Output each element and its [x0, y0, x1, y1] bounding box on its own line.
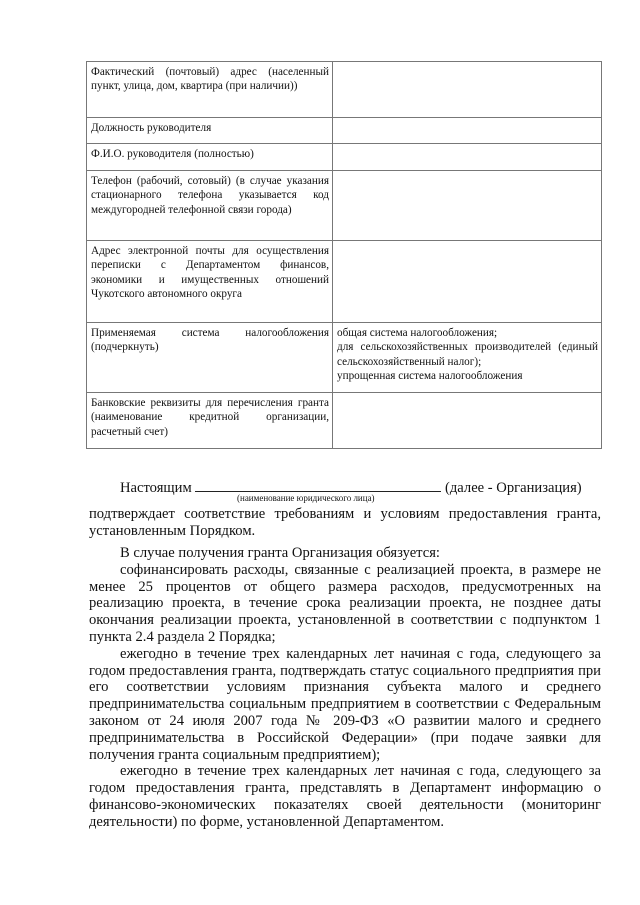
row-value: [333, 144, 602, 171]
obligation-item: ежегодно в течение трех календарных лет начиная с года, следующего за годом предоставления гранта, подтверждать статус социального предприятия при его соответствии условиям признания субъекта малого и среднего предпринимательства социальным предприятием в соответствии с Федеральным законом от 24 июля 2007 года № 209-ФЗ «О развитии малого и среднего предпринимательства в Российской Федерации» (при подаче заявки для получения гранта социальным предприятием);: [89, 645, 601, 763]
row-value: [333, 118, 602, 144]
row-label: Фактический (почтовый) адрес (населенный пункт, улица, дом, квартира (при наличии)): [87, 62, 333, 118]
row-label: Адрес электронной почты для осуществления переписки с Департаментом финансов, экономики и имущественных отношений Чукотского автономного округа: [87, 241, 333, 323]
row-label: Телефон (рабочий, сотовый) (в случае указания стационарного телефона указывается код междугородней телефонной связи города): [87, 171, 333, 241]
applicant-info-table: [86, 61, 602, 449]
row-value: [333, 62, 602, 118]
table-row: [87, 144, 602, 171]
statement-continuation: подтверждает соответствие требованиям и условиям предоставления гранта, установленным Порядком.: [89, 506, 601, 539]
row-label: Применяемая система налогообложения (подчеркнуть): [87, 323, 333, 393]
row-value: [333, 171, 602, 241]
obligations-block: [89, 545, 601, 831]
table-row: [87, 62, 602, 118]
row-label: Банковские реквизиты для перечисления гранта (наименование кредитной организации, расчетный счет): [87, 393, 333, 449]
organization-name-blank[interactable]: [195, 477, 441, 492]
tax-system-options: [333, 323, 602, 393]
table-row: [87, 171, 602, 241]
row-value: [333, 393, 602, 449]
obligation-item: софинансировать расходы, связанные с реализацией проекта, в размере не менее 25 процентов от общего размера расходов, предусмотренных на реализацию проекта, в течение срока реализации проекта, не позднее даты окончания реализации проекта, установленной в соответствии с подпунктом 1 пункта 2.4 раздела 2 Порядка;: [89, 561, 601, 645]
table-row: [87, 393, 602, 449]
obligations-intro: В случае получения гранта Организация обязуется:: [120, 545, 440, 561]
tax-option[interactable]: для сельскохозяйственных производителей (единый сельскохозяйственный налог);: [337, 341, 598, 368]
row-value: [333, 241, 602, 323]
organization-name-caption: (наименование юридического лица): [237, 493, 375, 503]
table-row: [87, 118, 602, 144]
statement-prefix: Настоящим: [120, 480, 192, 496]
obligation-item: ежегодно в течение трех календарных лет начиная с года, следующего за годом предоставления гранта, представлять в Департамент информацию о финансово-экономических показателях своей деятельности (мониторинг деятельности) по форме, установленной Департаментом.: [89, 763, 601, 830]
row-label: Должность руководителя: [87, 118, 333, 144]
table-row: [87, 323, 602, 393]
statement-suffix: (далее - Организация): [445, 480, 582, 496]
tax-option[interactable]: упрощенная система налогообложения: [337, 370, 523, 383]
table-row: [87, 241, 602, 323]
tax-option[interactable]: общая система налогообложения;: [337, 327, 498, 339]
row-label: Ф.И.О. руководителя (полностью): [87, 144, 333, 171]
